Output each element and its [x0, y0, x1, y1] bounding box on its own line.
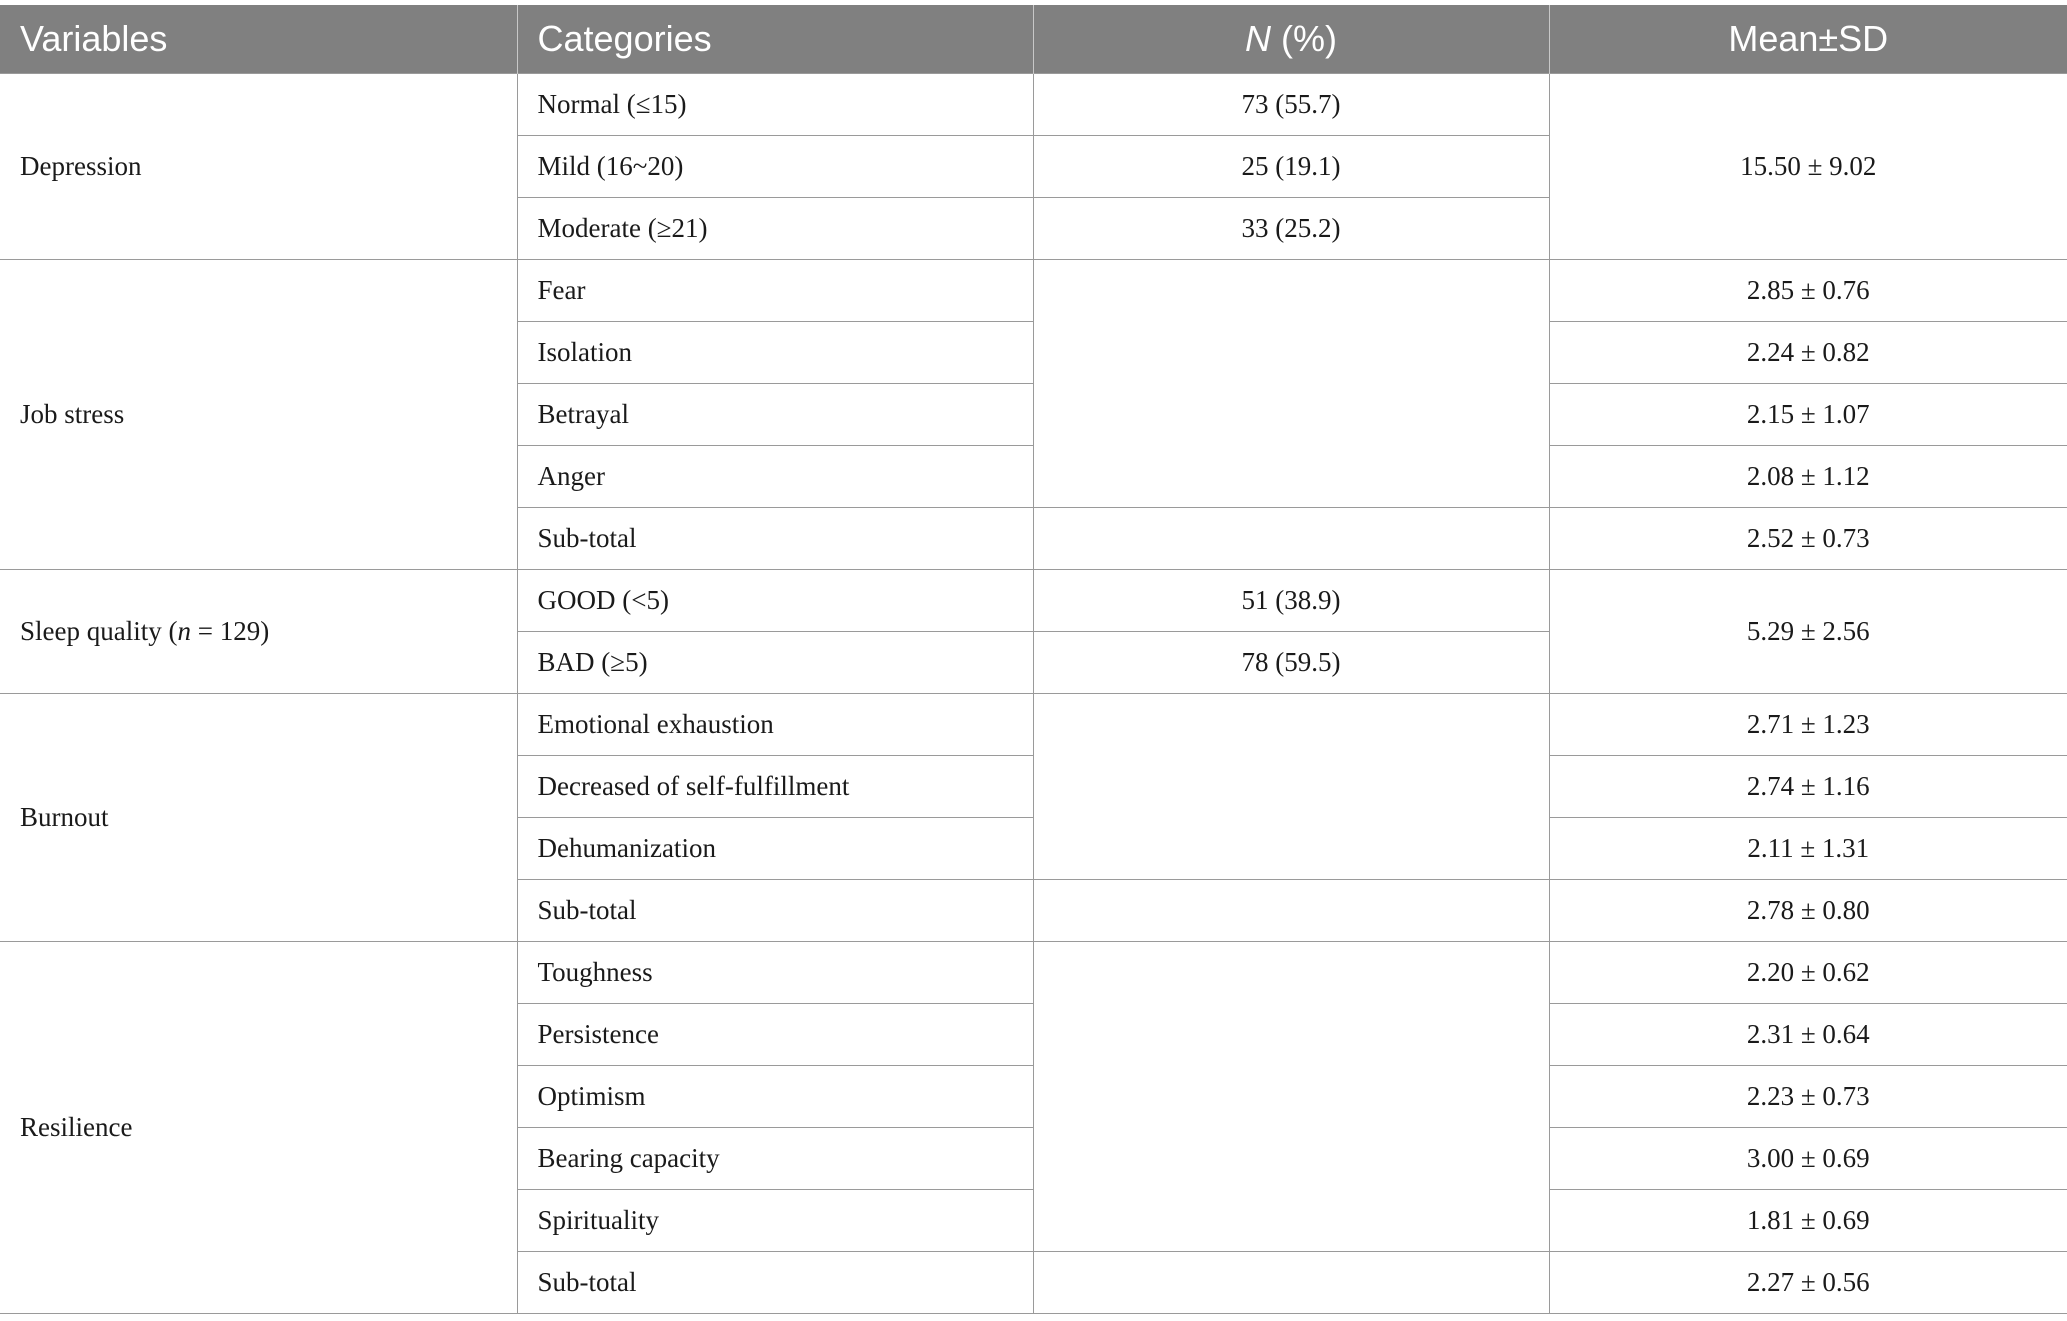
n-percent-cell: 78 (59.5) — [1033, 632, 1549, 694]
header-mean-sd: Mean±SD — [1549, 5, 2067, 74]
category-cell: Dehumanization — [517, 818, 1033, 880]
mean-sd-cell: 2.15 ± 1.07 — [1549, 384, 2067, 446]
category-cell: GOOD (<5) — [517, 570, 1033, 632]
mean-sd-cell: 2.11 ± 1.31 — [1549, 818, 2067, 880]
mean-sd-cell: 2.52 ± 0.73 — [1549, 508, 2067, 570]
mean-sd-cell: 1.81 ± 0.69 — [1549, 1190, 2067, 1252]
header-row — [0, 5, 2067, 74]
sleep-quality-n: n — [177, 616, 191, 646]
header-n-letter: N — [1245, 18, 1271, 59]
category-cell: Spirituality — [517, 1190, 1033, 1252]
n-percent-empty-cell — [1033, 260, 1549, 508]
mean-sd-cell: 3.00 ± 0.69 — [1549, 1128, 2067, 1190]
table-row — [0, 74, 2067, 136]
mean-sd-cell: 2.78 ± 0.80 — [1549, 880, 2067, 942]
table-row — [0, 260, 2067, 322]
category-cell: Normal (≤15) — [517, 74, 1033, 136]
mean-sd-cell: 2.24 ± 0.82 — [1549, 322, 2067, 384]
category-cell: Betrayal — [517, 384, 1033, 446]
category-cell: Bearing capacity — [517, 1128, 1033, 1190]
mean-sd-cell: 2.71 ± 1.23 — [1549, 694, 2067, 756]
mean-sd-cell: 2.23 ± 0.73 — [1549, 1066, 2067, 1128]
mean-sd-cell: 5.29 ± 2.56 — [1549, 570, 2067, 694]
variable-sleep-quality — [0, 570, 517, 694]
variable-burnout: Burnout — [0, 694, 517, 942]
variable-job-stress: Job stress — [0, 260, 517, 570]
category-cell: Optimism — [517, 1066, 1033, 1128]
category-cell: Decreased of self-fulfillment — [517, 756, 1033, 818]
table-row — [0, 694, 2067, 756]
mean-sd-cell: 2.74 ± 1.16 — [1549, 756, 2067, 818]
category-cell: Emotional exhaustion — [517, 694, 1033, 756]
category-cell: Persistence — [517, 1004, 1033, 1066]
n-percent-cell: 73 (55.7) — [1033, 74, 1549, 136]
mean-sd-cell: 15.50 ± 9.02 — [1549, 74, 2067, 260]
category-cell: Isolation — [517, 322, 1033, 384]
header-n-percent — [1033, 5, 1549, 74]
table-row — [0, 570, 2067, 632]
mean-sd-cell: 2.08 ± 1.12 — [1549, 446, 2067, 508]
n-percent-cell: 25 (19.1) — [1033, 136, 1549, 198]
n-percent-empty-cell — [1033, 942, 1549, 1252]
descriptive-statistics-table — [0, 5, 2067, 1314]
category-cell: Moderate (≥21) — [517, 198, 1033, 260]
category-cell: Fear — [517, 260, 1033, 322]
category-cell: Anger — [517, 446, 1033, 508]
variable-resilience: Resilience — [0, 942, 517, 1314]
n-percent-cell: 51 (38.9) — [1033, 570, 1549, 632]
category-cell: BAD (≥5) — [517, 632, 1033, 694]
n-percent-empty-cell — [1033, 880, 1549, 942]
header-variables: Variables — [0, 5, 517, 74]
mean-sd-cell: 2.20 ± 0.62 — [1549, 942, 2067, 1004]
sleep-quality-count: = 129) — [190, 616, 270, 646]
mean-sd-cell: 2.85 ± 0.76 — [1549, 260, 2067, 322]
category-cell: Sub-total — [517, 1252, 1033, 1314]
category-cell: Sub-total — [517, 880, 1033, 942]
header-categories: Categories — [517, 5, 1033, 74]
n-percent-empty-cell — [1033, 1252, 1549, 1314]
category-cell: Mild (16~20) — [517, 136, 1033, 198]
n-percent-empty-cell — [1033, 694, 1549, 880]
category-cell: Toughness — [517, 942, 1033, 1004]
mean-sd-cell: 2.31 ± 0.64 — [1549, 1004, 2067, 1066]
n-percent-cell: 33 (25.2) — [1033, 198, 1549, 260]
n-percent-empty-cell — [1033, 508, 1549, 570]
category-cell: Sub-total — [517, 508, 1033, 570]
variable-depression: Depression — [0, 74, 517, 260]
table-row — [0, 942, 2067, 1004]
mean-sd-cell: 2.27 ± 0.56 — [1549, 1252, 2067, 1314]
header-percent: (%) — [1271, 18, 1337, 59]
sleep-quality-label: Sleep quality ( — [20, 616, 178, 646]
